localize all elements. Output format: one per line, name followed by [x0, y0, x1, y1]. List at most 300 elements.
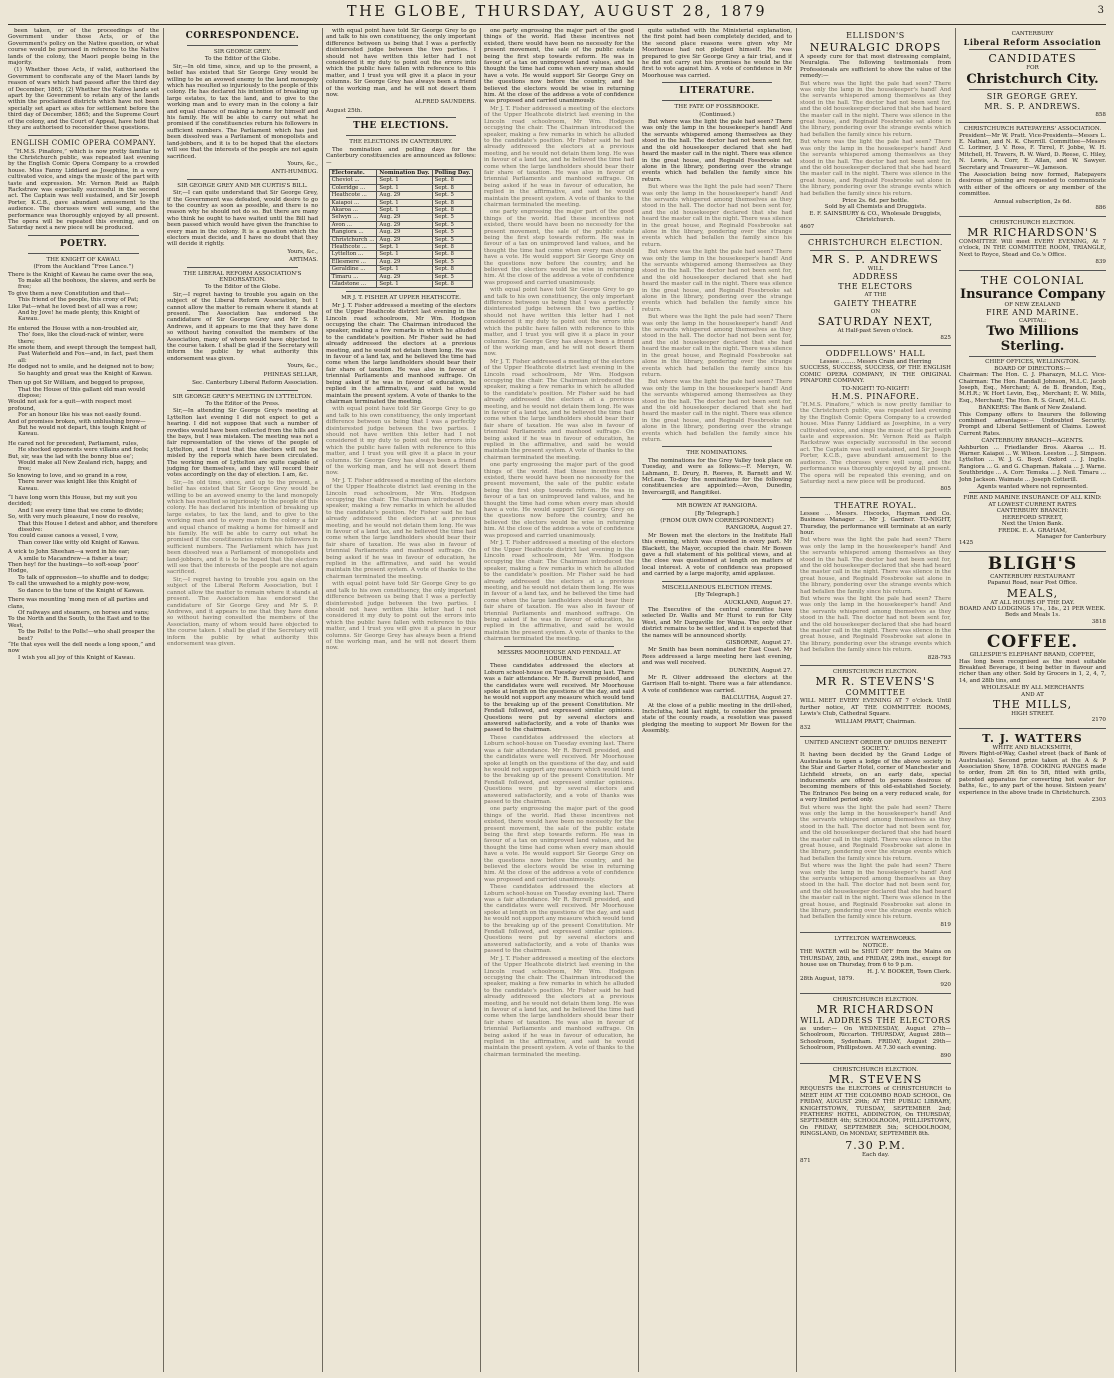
ad-heading: THE COLONIAL	[980, 273, 1085, 287]
ad-text: WILL MEET EVERY EVENING AT 7 o'clock. Until further notice, AT THE COMMITTEE ROOMS, Lewis's Club, Cathedral Square.	[800, 698, 951, 718]
ad-oddfellows-hall	[800, 346, 951, 498]
table-cell: Sept. 1	[377, 184, 432, 191]
ad-wholesale: E. F. SAINSBURY & CO., Wholesale Druggists, Christchurch.	[809, 210, 942, 224]
table-cell: Geraldine ...	[329, 266, 377, 273]
letter-signature: PHINEAS SELLAR,	[263, 371, 318, 378]
ad-time: 7.30 P.M.	[845, 1138, 906, 1152]
article-text: These candidates addressed the electors at Loburn school-house on Tuesday evening last. There was a fair attendance. Mr R. Burrell presided, and the candidates were well received. Mr Moorhouse spoke at length on the questions of the day, and said he would not support any measure which would tend to the breaking up of the present Constitution. Mr Fendall followed, and expressed similar opinions. Questions were put by several electors and answered satisfactorily, and a vote of thanks was passed to the chairman.	[484, 734, 634, 805]
ad-number: 3818	[1091, 618, 1106, 625]
table-cell: Sept. 1	[377, 243, 432, 250]
article-text: Mr J. T. Fisher addressed a meeting of the electors of the Upper Heathcote district last evening in the Lincoln road schoolroom, Mr Wm. Hodgson occupying the chair. The Chairman introduced the speaker, making a few remarks in which he alluded to the candidate's position. Mr Fisher said he had already addressed the electors at a previous meeting, and he would not detain them long. He was in favour of a land tax, and he believed the time had come when the large landholders should bear their fair share of taxation. He was also in favour of triennial Parliaments and manhood suffrage. On being asked if he was in favour of education, he replied in the affirmative, and said he would maintain the present system. A vote of thanks to the chairman terminated the meeting.	[326, 302, 476, 405]
letter-signature: ARTIMAS.	[288, 257, 318, 264]
article-text: These candidates addressed the electors at Loburn school-house on Tuesday evening last. There was a fair attendance. Mr R. Burrell presided, and the candidates were well received. Mr Moorhouse spoke at length on the questions of the day, and said he would not support any measure which would tend to the breaking up of the present Constitution. Mr Fendall followed, and expressed similar opinions. Questions were put by several electors and answered satisfactorily, and a vote of thanks was passed to the chairman.	[484, 884, 634, 955]
ad-title: CANTERBURY RESTAURANT	[990, 573, 1075, 580]
article-heading: MR BOWEN AT RANGIORA.	[676, 503, 758, 510]
letter-heading: SIR GEORGE GREY AND MR CURTIS'S BILL.	[177, 182, 308, 189]
ad-number: 839	[1095, 259, 1106, 266]
ad-text: as under:— On WEDNESDAY, August 27th—Schoolroom, Riccarton. THURSDAY, August 28th—Schoolroom, Sydenham. FRIDAY, August 29th—Schoolroom, Phillipstown. At 7.30 each evening.	[800, 1025, 951, 1052]
ad-line: MEALS,	[1006, 586, 1059, 600]
ad-heading: CANTERBURY	[1011, 31, 1054, 37]
table-cell: Sept. 5	[432, 221, 473, 228]
article-heading: ENGLISH COMIC OPERA COMPANY.	[11, 138, 156, 147]
ad-line: CANTERBURY BRANCH:	[996, 508, 1069, 515]
ad-richardson-committee	[959, 217, 1106, 271]
table-cell: Sept. 5	[432, 273, 473, 280]
ad-title: H.M.S. PINAFORE.	[831, 392, 920, 402]
table-row	[329, 281, 473, 288]
table-row	[329, 229, 473, 236]
masthead	[8, 0, 1106, 25]
table-cell: Sept. 8	[432, 243, 473, 250]
divider	[187, 45, 298, 46]
table-row	[329, 236, 473, 243]
ad-heading: CHRISTCHURCH ELECTION.	[832, 1066, 919, 1073]
poem-line: And I see every time that we come to divide;	[18, 507, 144, 514]
ad-line: HEREFORD STREET,	[1002, 514, 1063, 521]
ad-lyttelton-waterworks	[800, 933, 951, 993]
table-row	[329, 192, 473, 199]
ad-line: GILLESPIE'S ELEPHANT BRAND, COFFEE,	[969, 652, 1096, 659]
article-text: one party engrossing the major part of the good things of the world. Had these incentives not existed, there would have been no necessity for the present movement, the sale of the public estate being the first step towards reform. He was in favour of a tax on unimproved land values, and he thought the time had come when every man should have a vote. He would support Sir George Grey on the questions now before the country, and he believed the electors would be wise in returning him. At the close of the address a vote of confidence was proposed and carried unanimously.	[484, 209, 634, 286]
column-2	[167, 28, 318, 1372]
ad-ratepayers-association	[959, 123, 1106, 216]
section-heading: THE ELECTIONS.	[353, 121, 449, 132]
letter-signature: ALFRED SAUNDERS.	[414, 99, 476, 106]
ad-line: Lessee ........ Messrs Crain and Herring	[819, 359, 932, 365]
ad-stevens-committee	[800, 666, 951, 736]
divider	[810, 250, 941, 251]
divider	[662, 82, 772, 83]
story-text: But where was the light the pale had seen? There was only the lamp in the housekeeper's hand! And the servants whispered among themselves as they stood in the hall. The doctor had not been sent for, and the old housekeeper declared that she had heard the master call in the night. There was silence in the great house, and Reginald Fossbrooke sat alone in the library, pondering over the strange events which had befallen the family since his return.	[642, 249, 792, 313]
dateline: GISBORNE, August 27.	[725, 639, 792, 646]
article-text: with equal point have told Sir George Grey to go and talk to his own constituency, the only important difference between us being that I was a perfectly disinterested judge between the two parties. I should not have written this letter had I not considered it my duty to point out the errors into which the public have fallen with reference to this matter, and I trust you will give it a place in your columns. Sir George Grey has always been a friend of the working man, and he will not desert them now.	[326, 28, 476, 99]
poem-line: To give them a new Constitution and that—	[8, 290, 130, 297]
letter-closing: Yours, &c.,	[287, 363, 318, 370]
table-cell: Sept. 8	[432, 281, 473, 288]
table-cell: Sept. 8	[432, 251, 473, 258]
divider	[969, 356, 1096, 357]
story-text: But where was the light the pale had seen? There was only the lamp in the housekeeper's hand! And the servants whispered among themselves as they stood in the hall. The doctor had not been sent for, and the old housekeeper declared that she had heard the master call in the night. There was silence in the great house, and Reginald Fossbrooke sat alone in the library, pondering over the strange events which had befallen the family since his return.	[642, 184, 792, 248]
table-cell: Sept. 1	[377, 251, 432, 258]
poem-line: Would not ask for a quit—with respect most profound,	[8, 399, 132, 412]
ad-neuralgic-drops	[800, 28, 951, 235]
table-cell: Selwyn ...	[329, 214, 377, 221]
divider	[504, 646, 614, 647]
ad-line: Next the Union Bank.	[1001, 521, 1064, 528]
ad-line: Beds and Meals 1s.	[1005, 612, 1060, 619]
ad-stevens-meetings	[800, 1064, 951, 1168]
poem-line: So haughty and great was the Knight of Kawau.	[18, 370, 153, 377]
ad-richardson-address	[800, 994, 951, 1064]
ad-line: Agents wanted where not represented.	[977, 484, 1088, 491]
divider	[346, 117, 456, 118]
divider	[969, 89, 1096, 90]
article-text: been taken, or of the proceedings of the Government under those Acts, or of the Government's policy on the Native question, or what course would be pursued in reference to the Native lands of the colony, the Maori people being in the majority.	[8, 28, 159, 67]
poem-line: But he would not depart, this tough Knight of Kawau.	[18, 424, 147, 438]
ad-line: CHIEF OFFICES, WELLINGTON.	[985, 359, 1080, 366]
section-heading: POETRY.	[59, 238, 108, 249]
poem-line: Like Pat—what he loved best of all was a row;	[8, 303, 138, 310]
table-cell: Sept. 1	[377, 266, 432, 273]
letter-text: Sir,—I regret having to trouble you again on the subject of the Liberal Reform Association, but I cannot allow the matter to remain where it stands at present. The Association has endorsed the candidature of Sir George Grey and Mr S. P. Andrews, and it appears to me that they have done so without having consulted the members of the Association, many of whom would have objected to the course taken. I shall be glad if the Secretary will inform the public by what authority this endorsement was given.	[167, 576, 318, 647]
table-cell: Sept. 1	[377, 177, 432, 184]
ad-text: But where was the light the pale had seen? There was only the lamp in the housekeeper's hand! And the servants whispered among themselves as they stood in the hall. The doctor had not been sent for, and the old housekeeper declared that she had heard the master call in the night. There was silence in the great house, and Reginald Fossbrooke sat alone in the library, pondering over the strange events which had befallen the family since his return.	[800, 596, 951, 654]
table-row	[329, 243, 473, 250]
column-rule	[638, 28, 639, 1372]
divider	[187, 267, 298, 268]
table-cell: Avon ...	[329, 221, 377, 228]
table-row	[329, 199, 473, 206]
table-cell: Sept. 5	[432, 236, 473, 243]
poem-line: Of railways and steamers, on horses and vans;	[18, 609, 149, 616]
ad-heading: CHRISTCHURCH RATEPAYERS' ASSOCIATION.	[963, 126, 1102, 133]
poem-line: But, sir, was the lad with the bonny blue ee’;	[8, 453, 134, 460]
table-row	[329, 258, 473, 265]
divider	[662, 100, 772, 101]
article-heading: MR J. T. FISHER AT UPPER HEATHCOTE.	[341, 295, 461, 302]
ad-text: A speedy cure for that most distressing complaint, Neuralgia. The following testimonials from Professionals are sufficient to show the value of the remedy:—	[800, 54, 951, 80]
ad-line: Annual subscription, 2s 6d.	[993, 198, 1072, 205]
ad-number: 890	[940, 1052, 951, 1059]
ad-line: ON	[870, 308, 881, 315]
letter-heading: SIR GEORGE GREY.	[213, 49, 272, 55]
column-rule	[480, 28, 481, 1372]
table-header	[329, 169, 473, 176]
article-text: The Executive of the central committee have selected Dr. Wallis and Mr Hurst to run for City West, and Mr Dargaville for Waipa. The only other district remains to be settled, and it is expected that the names will be announced shortly.	[642, 606, 792, 639]
poem-line: This friend of the people, this crony of Pat;	[18, 297, 139, 304]
divider	[28, 235, 139, 236]
column-6	[800, 28, 951, 1372]
table-body	[329, 177, 473, 288]
table-row	[329, 251, 473, 258]
article-text: At the close of a public meeting in the drill-shed, Inchclutha, held last night, to consider the present state of the county roads, a resolution was passed pledging the meeting to support Mr Bowen for the Assembly.	[642, 702, 792, 735]
story-continued: (Continued.)	[699, 111, 735, 118]
divider	[662, 446, 772, 447]
ad-title: MR RICHARDSON	[816, 1002, 935, 1016]
story-title: THE FATE OF FOSSBROOKE.	[674, 104, 760, 111]
table-column-header: Electorate.	[329, 169, 377, 176]
table-cell: Sept. 5	[432, 214, 473, 221]
letter-post: Sec. Canterbury Liberal Reform Association.	[192, 380, 318, 387]
letter-addressee: To the Editor of the Globe.	[204, 56, 281, 63]
poem-line: That the House of this gallant old man would dispose;	[18, 386, 145, 399]
ad-line: AT LOWEST CURRENT RATES	[988, 501, 1077, 508]
table-cell: Sept. 8	[432, 184, 473, 191]
poem-line: Past Waterfield and Fox—and, in fact, past them all:	[18, 351, 154, 364]
table-row	[329, 266, 473, 273]
column-rule	[955, 28, 956, 1372]
column-rule	[322, 28, 323, 1372]
ad-price: Price 2s. 6d. per bottle.	[842, 197, 909, 204]
ad-line: COMMITTEE	[845, 688, 906, 698]
table-cell: Sept. 1	[377, 281, 432, 288]
poem-line: To the Polls! to the Polls!—who shall prosper the best?	[18, 629, 155, 642]
ad-line: AT ALL HOURS OF THE DAY.	[990, 599, 1075, 606]
ad-line: ADDRESS	[852, 272, 899, 282]
poem-line: That this House I detest and abhor, and therefore dissolve:	[18, 520, 158, 534]
ad-line: WHITE AND BLACKSMITH,	[992, 744, 1073, 751]
ad-number: 819	[940, 921, 951, 928]
column-rule	[163, 28, 164, 1372]
ad-line: FREDK. E. A. GRAHAM,	[998, 527, 1067, 534]
poem-line: Tho’ foes, like the cloud-rack of winter, were there;	[18, 332, 144, 345]
ad-text: SUCCESS, SUCCESS, SUCCESS, OF THE ENGLISH COMIC OPERA COMPANY, IN THE ORIGINAL PINAFORE COMPANY.	[800, 365, 951, 385]
column-7	[959, 28, 1106, 1372]
ad-title: MR. STEVENS	[828, 1073, 923, 1087]
article-text: with equal point have told Sir George Grey to go and talk to his own constituency, the only important difference between us being that I was a perfectly disinterested judge between the two parties. I should not have written this letter had I not considered it my duty to point out the errors into which the public have fallen with reference to this matter, and I trust you will give it a place in your columns. Sir George Grey has always been a friend of the working man, and he will not desert them now.	[484, 287, 634, 358]
ad-number: 1425	[959, 540, 974, 547]
ad-number: 2303	[1091, 797, 1106, 804]
ad-text: “H.M.S. Pinafore,” which is now pretty familiar to the Christchurch public, was repeated last evening by the English Comic Opera Company to a crowded house. Miss Fanny Liddiard as Josephine, in a very cultivated voice, and sings the music of the part with taste and expression. Mr. Vernon Reid as Ralph Rackstraw was especially successful in the second act. The Captain was well sustained, and Sir Joseph Porter, K.C.B., gave abundant amusement to the audience. The choruses were well sung, and the performance was thoroughly enjoyed by all present. The opera will be repeated this evening, and on Saturday next a new piece will be produced.	[800, 402, 951, 485]
table-cell: Cheviot ...	[329, 177, 377, 184]
article-text: one party engrossing the major part of the good things of the world. Had these incentives not existed, there would have been no necessity for the present movement, the sale of the public estate being the first step towards reform. He was in favour of a tax on unimproved land values, and he thought the time had come when every man should have a vote. He would support Sir George Grey on the questions now before the country, and he believed the electors would be wise in returning him. At the close of the address a vote of confidence was proposed and carried unanimously.	[484, 806, 634, 883]
ad-heading: UNITED ANCIENT ORDER OF DRUIDS BENEFIT SOCIETY.	[804, 739, 947, 752]
poem-line: You could cause canoes a vessel, I vow,	[8, 533, 119, 540]
ad-line: WILL ADDRESS THE ELECTORS	[800, 1015, 951, 1025]
table-cell: Coleridge ...	[329, 184, 377, 191]
poem-line: He cared not for precedent, Parliament, rules,	[8, 440, 139, 447]
article-heading: THE ELECTIONS IN CANTERBURY.	[349, 139, 453, 146]
ad-text: But where was the light the pale had seen? There was only the lamp in the housekeeper's hand! And the servants whispered among themselves as they stood in the hall. The doctor had not been sent for, and the old housekeeper declared that she had heard the master call in the night. There was silence in the great house, and Reginald Fossbrooke sat alone in the library, pondering over the strange events which had befallen the family since his return.	[800, 139, 951, 197]
elections-table	[329, 169, 474, 289]
dateline: RANGIORA, August 27.	[725, 525, 792, 532]
ad-title: NEURALGIC DROPS	[809, 41, 942, 54]
ad-heading: THEATRE ROYAL.	[834, 500, 917, 510]
ad-title: Liberal Reform Association	[963, 37, 1102, 48]
letter-date: August 25th.	[326, 107, 363, 114]
ad-line: Manager for Canterbury	[1036, 533, 1106, 540]
letter-text: Sir,—I regret having to trouble you again on the subject of the Liberal Reform Association, but I cannot allow the matter to remain where it stands at present. The Association has endorsed the candidature of Sir George Grey and Mr S. P. Andrews, and it appears to me that they have done so without having consulted the members of the Association, many of whom would have objected to the course taken. I shall be glad if the Secretary will inform the public by what authority this endorsement was given.	[167, 291, 318, 362]
ad-line: Each day.	[861, 1151, 890, 1158]
table-cell: Rangiora ...	[329, 229, 377, 236]
section-heading: CORRESPONDENCE.	[185, 31, 300, 41]
ad-text: Chairman: The Hon. C. J. Pharazyn, M.L.C. Vice-Chairman: The Hon. Randall Johnson, M.L.C. Jacob Joseph, Esq., Merchant; A. de B. Brandon, Esq., M.H.R.; W. Hort Levin, Esq., Merchant; E. W. Mills, Esq., Merchant; The Hon. R. S. Grant, M.L.C.	[959, 372, 1106, 404]
table-row	[329, 273, 473, 280]
table-column-header: Nomination Day.	[377, 169, 432, 176]
ad-druids-society	[800, 737, 951, 934]
poem-line: “I have long worn this House, but my suit you decided;	[8, 495, 138, 508]
ad-coffee	[959, 630, 1106, 729]
article-text: Mr R. Oliver addressed the electors at the Garrison Hall to-night. There was a fair attendance. A vote of confidence was carried.	[642, 674, 792, 694]
poem-line: A wick to John Sheehan—a word in his ear;	[8, 549, 130, 556]
ad-title: T. J. WATTERS	[982, 731, 1083, 745]
divider	[969, 492, 1096, 493]
letter-text: Sir,—In attending Sir George Grey's meeting at Lyttelton last evening I did not expect to get a hearing. I did not suppose that such a number of rowdies would have been collected from the hills and the bays, but I was mistaken. The meeting was not a fair representation of the views of the people of Lyttelton, and I trust that the electors will not be misled by the reports which have been circulated. The working men of Lyttelton are quite capable of judging for themselves, and they will record their votes accordingly on the day of election. I am, &c.	[167, 408, 318, 479]
ad-line: BANKERS: The Bank of New Zealand.	[978, 405, 1087, 412]
table-cell: Aug. 29	[377, 229, 432, 236]
ad-number: 832	[800, 725, 811, 732]
ad-line: Christchurch City.	[966, 71, 1099, 87]
ad-liberal-reform	[959, 28, 1106, 123]
table-cell: Sept. 1	[377, 206, 432, 213]
ad-heading: ODDFELLOWS' HALL	[825, 349, 926, 358]
story-text: But where was the light the pale had seen? There was only the lamp in the housekeeper's hand! And the servants whispered among themselves as they stood in the hall. The doctor had not been sent for, and the old housekeeper declared that she had heard the master call in the night. There was silence in the great house, and Reginald Fossbrooke sat alone in the library, pondering over the strange events which had befallen the family since his return.	[642, 314, 792, 378]
telegraph-tag: [By Telegraph.]	[695, 510, 739, 517]
table-cell: Sept. 8	[432, 266, 473, 273]
divider	[28, 253, 139, 254]
table-cell: Aug. 29	[377, 214, 432, 221]
poem-line: “He that eyes well the dell needs a long spoon,” and now	[8, 641, 156, 655]
poem-line: He entered the House with a non-troubled air,	[8, 325, 139, 332]
dateline: DUNEDIN, August 27.	[728, 667, 792, 674]
article-text: with equal point have told Sir George Grey to go and talk to his own constituency, the only important difference between us being that I was a perfectly disinterested judge between the two parties. I should not have written this letter had I not considered it my duty to point out the errors into which the public have fallen with reference to this matter, and I trust you will give it a place in your columns. Sir George Grey has always been a friend of the working man, and he will not desert them now.	[326, 581, 476, 652]
ad-text: THE WATER will be SHUT OFF from the Mains on THURSDAY, 28th, and FRIDAY, 29th inst., except for house use on Thursday, from 6 to 9 p.m.	[800, 949, 951, 968]
table-cell: Sept. 1	[377, 199, 432, 206]
poem-line: To call the unwashed to a mighty pow-wow,	[8, 581, 131, 588]
article-text: Mr Smith has been nominated for East Coast. Mr Rees addressed a large meeting here last evening, and was well received.	[642, 647, 792, 667]
table-row	[329, 177, 473, 184]
ad-line: TO-NIGHT! TO-NIGHT!	[841, 385, 910, 392]
ad-title: MR S. P. ANDREWS	[812, 252, 939, 266]
table-cell: Timaru ...	[329, 273, 377, 280]
ad-watters-blacksmith	[959, 729, 1106, 808]
poem-line: There was mounting ’mong men of all parties and clans,	[8, 597, 149, 610]
article-text: Mr J. T. Fisher addressed a meeting of the electors of the Upper Heathcote district last evening in the Lincoln road schoolroom, Mr Wm. Hodgson occupying the chair. The Chairman introduced the speaker, making a few remarks in which he alluded to the candidate's position. Mr Fisher said he had already addressed the electors at a previous meeting, and he would not detain them long. He was in favour of a land tax, and he believed the time had come when the large landholders should bear their fair share of taxation. He was also in favour of triennial Parliaments and manhood suffrage. On being asked if he was in favour of education, he replied in the affirmative, and said he would maintain the present system. A vote of thanks to the chairman terminated the meeting.	[484, 105, 634, 208]
section-heading: LITERATURE.	[679, 86, 755, 97]
table-cell: Aug. 29	[377, 221, 432, 228]
letter-text: Sir,—In old time, since, and up to the present, a belief has existed that Sir George Grey would be willing to be an avowed enemy to the land monopoly which has resulted so injuriously to the people of this colony. He has declared his intention of breaking up large estates, to tax the land, and to give to the working man and to every man in the colony a fair and equal chance of making a home for himself and his family. He will be able to carry out what he promised if the constituencies return his followers in sufficient numbers. The Parliament which has just been dissolved was a Parliament of monopolists and land-jobbers, and it is to be hoped that the electors will see that the interests of the people are not again sacrificed.	[167, 63, 318, 160]
ad-signature: WILLIAM PRATT, Chairman.	[835, 718, 916, 725]
ad-number: 825	[940, 334, 951, 341]
table-column-header: Polling Day.	[432, 169, 473, 176]
story-text: But where was the light the pale had seen? There was only the lamp in the housekeeper's hand! And the servants whispered among themselves as they stood in the hall. The doctor had not been sent for, and the old housekeeper declared that she had heard the master call in the night. There was silence in the great house, and Reginald Fossbrooke sat alone in the library, pondering over the strange events which had befallen the family since his return.	[642, 119, 792, 183]
column-5	[642, 28, 792, 1372]
article-text: one party engrossing the major part of the good things of the world. Had these incentives not existed, there would have been no necessity for the present movement, the sale of the public estate being the first step towards reform. He was in favour of a tax on unimproved land values, and he thought the time had come when every man should have a vote. He would support Sir George Grey on the questions now before the country, and he believed the electors would be wise in returning him. At the close of the address a vote of confidence was proposed and carried unanimously.	[484, 462, 634, 539]
ad-line: BOARD AND LODGINGS 17s., 18s., 21 PER WEEK.	[959, 605, 1106, 612]
letter-heading: THE LIBERAL REFORM ASSOCIATION'S ENDORSATION.	[183, 270, 302, 283]
ad-signature: H. J. V. BOOKER, Town Clerk.	[867, 969, 951, 976]
ad-line: FIRE AND MARINE INSURANCE OF ALL KIND:	[963, 495, 1102, 502]
article-text: These candidates addressed the electors at Loburn school-house on Tuesday evening last. There was a fair attendance. Mr R. Burrell presided, and the candidates were well received. Mr Moorhouse spoke at length on the questions of the day, and said he would not support any measure which would tend to the breaking up of the present Constitution. Mr Fendall followed, and expressed similar opinions. Questions were put by several electors and answered satisfactorily, and a vote of thanks was passed to the chairman.	[484, 663, 634, 734]
ad-number: 858	[1095, 111, 1106, 118]
table-cell: Christchurch ...	[329, 236, 377, 243]
ad-number: 871	[800, 1158, 811, 1165]
divider	[662, 499, 772, 500]
poem-line: Would make all New Zealand rich, happy, and free;	[18, 459, 147, 473]
ad-text: But where was the light the pale had seen? There was only the lamp in the housekeeper's hand! And the servants whispered among themselves as they stood in the hall. The doctor had not been sent for, and the old housekeeper declared that she had heard the master call in the night. There was silence in the great house, and Reginald Fossbrooke sat alone in the library, pondering over the strange events which had befallen the family since his return.	[800, 537, 951, 595]
table-cell: Ellesmere ...	[329, 258, 377, 265]
ad-line: OF NEW ZEALAND	[1004, 301, 1061, 308]
ad-logo: BLIGH'S	[987, 553, 1078, 574]
table-cell: Sept. 5	[432, 258, 473, 265]
dateline: AUCKLAND, August 27.	[724, 599, 792, 606]
ad-line: CAPITAL:	[1018, 317, 1047, 324]
article-text: with equal point have told Sir George Grey to go and talk to his own constituency, the only important difference between us being that I was a perfectly disinterested judge between the two parties. I should not have written this letter had I not considered it my duty to point out the errors into which the public have fallen with reference to this matter, and I trust you will give it a place in your columns. Sir George Grey has always been a friend of the working man, and he will not desert them now.	[326, 406, 476, 477]
ad-venue: GAIETY THEATRE	[833, 298, 918, 308]
poem-source: (From the Auckland “Free Lance.”)	[33, 264, 134, 271]
table-cell: Akaroa ...	[329, 206, 377, 213]
column-rule	[796, 28, 797, 1372]
poem-line: To talk of oppression—to shuffle and to dodge;	[18, 574, 150, 581]
column-1	[8, 28, 159, 1372]
ad-line: Papanui Road, near Post Office.	[987, 580, 1078, 587]
divider	[28, 135, 139, 136]
ad-heading: CHRISTCHURCH ELECTION.	[832, 669, 919, 676]
poem-line: So dance to the tune of the Knight of Kawau.	[18, 587, 145, 594]
ad-line: THE ELECTORS	[838, 282, 913, 292]
story-text: But where was the light the pale had seen? There was only the lamp in the housekeeper's hand! And the servants whispered among themselves as they stood in the hall. The doctor had not been sent for, and the old housekeeper declared that she had heard the master call in the night. There was silence in the great house, and Reginald Fossbrooke sat alone in the library, pondering over the strange events which had befallen the family since his return.	[642, 379, 792, 443]
letter-closing: Yours, &c.,	[287, 248, 318, 255]
letter-addressee: To the Editor of the Press.	[205, 400, 280, 407]
poem-line: He shocked opponents were villains and fools;	[18, 447, 149, 454]
article-text: Mr J. T. Fisher addressed a meeting of the electors of the Upper Heathcote district last evening in the Lincoln road schoolroom, Mr Wm. Hodgson occupying the chair. The Chairman introduced the speaker, making a few remarks in which he alluded to the candidate's position. Mr Fisher said he had already addressed the electors at a previous meeting, and he would not detain them long. He was in favour of a land tax, and he believed the time had come when the large landholders should bear their fair share of taxation. He was also in favour of triennial Parliaments and manhood suffrage. On being asked if he was in favour of education, he replied in the affirmative, and said he would maintain the present system. A vote of thanks to the chairman terminated the meeting.	[484, 955, 634, 1058]
ad-text: Rivers Right-of-Way, Cashel street (back of Bank of Australasia). Second prize taken at the A & P Association Show, 1878. COOKING RANGES made to order, from 2ft 6in to 5ft, fitted with grills, patented apparatus for converting hot water for baths, &c., to any part of the house. Sixteen years' experience in the above trade in Christchurch.	[959, 751, 1106, 796]
ad-number: 2170	[1091, 717, 1106, 724]
ad-line: AND AT	[1021, 691, 1044, 698]
letter-text: Sir,—I can quite understand that Sir George Grey, if the Government was defeated, would desire to go to the country as soon as possible, and there is no reason why he should not do so. But there are many who think he ought to have waited until the Bill had been passed which would have given the franchise to every man in the colony. It is a question which the electors must decide, and I have no doubt that they will decide it rightly.	[167, 190, 318, 248]
poem-line: For an honour like his was not easily found.	[18, 412, 141, 419]
table-cell: Aug. 29	[377, 258, 432, 265]
table-cell: Aug. 29	[377, 273, 432, 280]
table-cell: Sept. 8	[432, 199, 473, 206]
ad-andrews-address	[800, 235, 951, 346]
letter-heading: SIR GEORGE GREY'S MEETING IN LYTTELTON.	[172, 393, 313, 400]
article-text: Mr J. T. Fisher addressed a meeting of the electors of the Upper Heathcote district last evening in the Lincoln road schoolroom, Mr Wm. Hodgson occupying the chair. The Chairman introduced the speaker, making a few remarks in which he alluded to the candidate's position. Mr Fisher said he had already addressed the electors at a previous meeting, and he would not detain them long. He was in favour of a land tax, and he believed the time had come when the large landholders should bear their fair share of taxation. He was also in favour of triennial Parliaments and manhood suffrage. On being asked if he was in favour of education, he replied in the affirmative, and said he would maintain the present system. A vote of thanks to the chairman terminated the meeting.	[484, 540, 634, 643]
article-heading: THE NOMINATIONS.	[686, 450, 748, 457]
poem-line: So knowing to love, and so grand in a row,	[8, 472, 128, 479]
candidate-name: MR. S. P. ANDREWS.	[984, 101, 1081, 111]
ad-date: 28th August, 1879.	[800, 975, 855, 982]
poem-line: There never was knight like this Knight of Kawau.	[18, 479, 137, 492]
telegraph-tag: [By Telegraph.]	[695, 592, 739, 599]
ad-text: It having been decided by the Grand Lodge of Australasia to open a lodge of the above society in the Star and Garter Hotel, corner of Manchester and Lichfield streets, on an early date, special inducements are offered to persons desirous of becoming members of this old-established Society. The Entrance Fee being on a very reduced scale, for a very limited period only.	[800, 752, 951, 804]
article-text: “H.M.S. Pinafore,” which is now pretty familiar to the Christchurch public, was repeated last evening by the English Comic Opera Company to a crowded house. Miss Fanny Liddiard as Josephine, in a very cultivated voice, and sings the music of the part with taste and expression. Mr. Vernon Reid as Ralph Rackstraw was especially successful in the second act. The Captain was well sustained, and Sir Joseph Porter, K.C.B., gave abundant amusement to the audience. The choruses were well sung, and the performance was thoroughly enjoyed by all present. The opera will be repeated this evening, and on Saturday next a new piece will be produced.	[8, 148, 159, 232]
ad-heading: ELLISDON'S	[846, 31, 905, 40]
poem-line: He smote them, and swept through the tempest hall,	[8, 345, 157, 352]
article-text: Mr Bowen met the electors in the Institute Hall this evening, which was crowded in every part. Mr Blackett, the Mayor, occupied the chair. Mr Bowen gave a full statement of his political views, and at the close was questioned at length on matters of local interest. A vote of confidence was proposed and carried by a large majority, amid applause.	[642, 532, 792, 578]
article-text: The nomination and polling days for the Canterbury constituencies are announced as follows:—	[326, 146, 476, 166]
ad-text: But where was the light the pale had seen? There was only the lamp in the housekeeper's hand! And the servants whispered among themselves as they stood in the hall. The doctor had not been sent for, and the old housekeeper declared that she had heard the master call in the night. There was silence in the great house, and Reginald Fossbrooke sat alone in the library, pondering over the strange events which had befallen the family since his return.	[800, 863, 951, 921]
poem-line: He dodged not to smile, and he deigned not to bow;	[8, 364, 155, 371]
poem-line: Than cower like witty old Knight of Kawau.	[18, 539, 140, 546]
poem-line: There is the Knight of Kawau he came over the sea,	[8, 271, 154, 278]
ad-line: CANDIDATES	[988, 52, 1077, 66]
ad-time: At Half-past Seven o'clock.	[837, 328, 914, 335]
ad-agents: Sold by all Chemists and Druggists.	[824, 204, 927, 211]
ad-line: WILL	[867, 265, 884, 272]
ad-theatre-royal	[800, 498, 951, 666]
table-cell: Lyttelton ...	[329, 251, 377, 258]
ad-text: The Association being now formed, Ratepayers desirous of joining are requested to communicate with either of the officers or any member of the committee.	[959, 172, 1106, 198]
candidate-name: SIR GEORGE GREY.	[986, 91, 1079, 101]
ad-text: Has long been recognised as the most suitable Breakfast Beverage, it being better in flavour and richer than any other. Sold by Grocers in 1, 2, 4, 7, 14, and 28lb tins, and	[959, 658, 1106, 684]
poem-body	[8, 272, 159, 662]
ad-title: MR R. STEVENS'S	[815, 675, 936, 689]
divider	[662, 581, 772, 582]
ad-text: But where was the light the pale had seen? There was only the lamp in the housekeeper's hand! And the servants whispered among themselves as they stood in the hall. The doctor had not been sent for, and the old housekeeper declared that she had heard the master call in the night. There was silence in the great house, and Reginald Fossbrooke sat alone in the library, pondering over the strange events which had befallen the family since his return.	[800, 804, 951, 862]
ad-heading: CHRISTCHURCH ELECTION.	[989, 219, 1076, 226]
ad-line: WHOLESALE BY ALL MERCHANTS	[981, 685, 1084, 692]
letter-closing: Yours, &c.,	[287, 160, 318, 167]
ad-date: SATURDAY NEXT,	[817, 315, 934, 329]
letter-text: Sir,—In old time, since, and up to the present, a belief has existed that Sir George Grey would be willing to be an avowed enemy to the land monopoly which has resulted so injuriously to the people of this colony. He has declared his intention of breaking up large estates, to tax the land, and to give to the working man and to every man in the colony a fair and equal chance of making a home for himself and his family. He will be able to carry out what he promised if the constituencies return his followers in sufficient numbers. The Parliament which has just been dissolved was a Parliament of monopolists and land-jobbers, and it is to be hoped that the electors will see that the interests of the people are not again sacrificed.	[167, 479, 318, 576]
poem-line: I wish you all joy of this Knight of Kawau.	[18, 654, 135, 661]
article-heading: MESSRS MOORHOUSE AND FENDALL AT LOBURN.	[497, 649, 621, 662]
ad-blighs-restaurant	[959, 552, 1106, 630]
poem-line: A smile to Macandrew—a fisher a tear;	[18, 555, 128, 562]
ad-text: REQUESTS the ELECTORS of CHRISTCHURCH to MEET HIM AT THE COLOMBO ROAD SCHOOL, On FRIDAY, AUGUST 29th; AT THE PUBLIC LIBRARY, KNIGHTSTOWN, TUESDAY, SEPTEMBER 2nd; FEATHERS' HOTEL, ADDINGTON, On THURSDAY, SEPTEMBER 4th; SCHOOLROOM, PHILLIPSTOWN, On FRIDAY, SEPTEMBER 5th; SCHOOLROOM, RINGSLAND, On MONDAY, SEPTEMBER 8th.	[800, 1086, 951, 1138]
divider	[969, 49, 1096, 50]
ad-number: 920	[940, 982, 951, 989]
letter-addressee: To the Editor of the Globe.	[204, 284, 281, 291]
ad-line: BOARD OF DIRECTORS:—	[994, 365, 1071, 372]
source-tag: (FROM OUR OWN CORRESPONDENT.)	[660, 518, 774, 525]
ad-number: 886	[1095, 205, 1106, 212]
ad-colonial-insurance	[959, 271, 1106, 552]
table-row	[329, 184, 473, 191]
letter-signature: ANTI-HUMBUG.	[271, 169, 318, 176]
poem-line: To the North and the South, to the East and to the West,	[8, 616, 150, 629]
